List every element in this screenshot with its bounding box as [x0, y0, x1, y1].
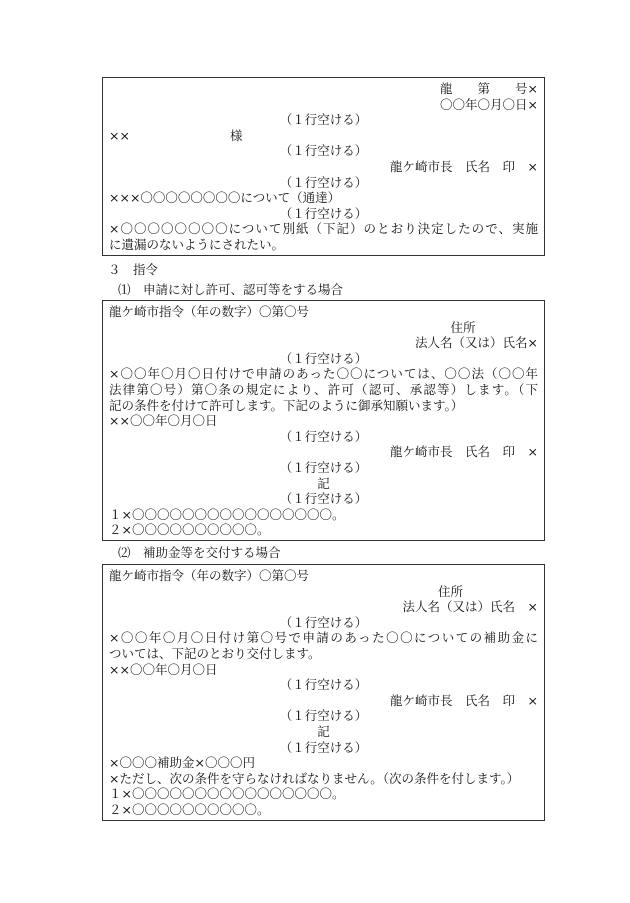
box1-line: に遺漏のないようにされたい。 [109, 237, 285, 252]
box3-line: 龍ケ崎市指令（年の数字）〇第〇号 [109, 568, 310, 583]
box3-line: １×〇〇〇〇〇〇〇〇〇〇〇〇〇〇〇〇。 [109, 786, 345, 802]
box3-line: ついては、下記のとおり交付します。 [109, 646, 321, 661]
box1-line: ×〇〇〇〇〇〇〇〇について別紙（下記）のとおり決定したので、実施 [109, 221, 538, 237]
box3-line: ２×〇〇〇〇〇〇〇〇〇〇。 [109, 802, 270, 817]
box2-line: ２×〇〇〇〇〇〇〇〇〇〇。 [109, 522, 270, 538]
box3-line: 記 [317, 724, 330, 739]
box3-line: （１行空ける） [279, 708, 368, 724]
box2-line: （１行空ける） [279, 350, 368, 366]
box2-line: （１行空ける） [279, 491, 368, 507]
box3-line: ×〇〇〇補助金×〇〇〇円 [109, 755, 255, 771]
box3-line: （１行空ける） [279, 614, 368, 630]
box1-line: （１行空ける） [279, 205, 368, 221]
subsidy-directive-box [102, 564, 545, 821]
box3-line: ××〇〇年〇月〇日 [109, 661, 218, 677]
box3-line: ×ただし、次の条件を守らなければなりません。（次の条件を付します。） [109, 770, 520, 786]
box2-line: ×〇〇年〇月〇日付けで申請のあった〇〇については、〇〇法（〇〇年 [109, 366, 538, 382]
box2-line: ××〇〇年〇月〇日 [109, 413, 218, 429]
box3-line: ×〇〇年〇月〇日付け第〇号で申請のあった〇〇についての補助金に [109, 630, 538, 646]
box1-line: 〇〇年〇月〇日× [440, 96, 538, 112]
box3-line: 住所 [437, 583, 538, 599]
section-heading-3: ３ 指令 [108, 262, 159, 277]
box1-line: （１行空ける） [279, 174, 368, 190]
box1-line: 龍 第 号× [440, 81, 538, 96]
box2-line: （１行空ける） [279, 460, 368, 475]
permit-directive-box [102, 300, 545, 541]
box2-line: 住所 [450, 319, 538, 335]
box3-line: 法人名（又は）氏名 × [402, 599, 538, 615]
box2-line: 法人名（又は）氏名× [415, 335, 538, 351]
box1-line: 龍ケ崎市長 氏名 印 × [390, 159, 538, 174]
box2-line: 記の条件を付けて許可します。下記のように御承知願います。） [109, 397, 464, 413]
subsection-heading-2: ⑵ 補助金等を交付する場合 [118, 545, 281, 560]
box1-line: （１行空ける） [279, 143, 368, 159]
box1-line: （１行空ける） [279, 112, 368, 128]
box1-line: ×××〇〇〇〇〇〇〇〇について（通達） [109, 190, 341, 206]
box1-line: ×× 様 [109, 127, 243, 143]
box3-line: （１行空ける） [279, 677, 368, 693]
box2-line: （１行空ける） [279, 428, 368, 444]
box2-line: １×〇〇〇〇〇〇〇〇〇〇〇〇〇〇〇〇。 [109, 506, 345, 522]
subsection-heading-1: ⑴ 申請に対し許可、認可等をする場合 [118, 282, 344, 297]
box2-line: 記 [317, 475, 330, 491]
box2-line: 法律第〇号）第〇条の規定により、許可（認可、承認等）します。（下 [109, 382, 538, 397]
box3-line: 龍ケ崎市長 氏名 印 × [390, 692, 538, 708]
notice-box [102, 77, 545, 256]
box2-line: 龍ケ崎市長 氏名 印 × [390, 444, 538, 460]
box2-line: 龍ケ崎市指令（年の数字）〇第〇号 [109, 304, 310, 319]
box3-line: （１行空ける） [279, 739, 368, 755]
